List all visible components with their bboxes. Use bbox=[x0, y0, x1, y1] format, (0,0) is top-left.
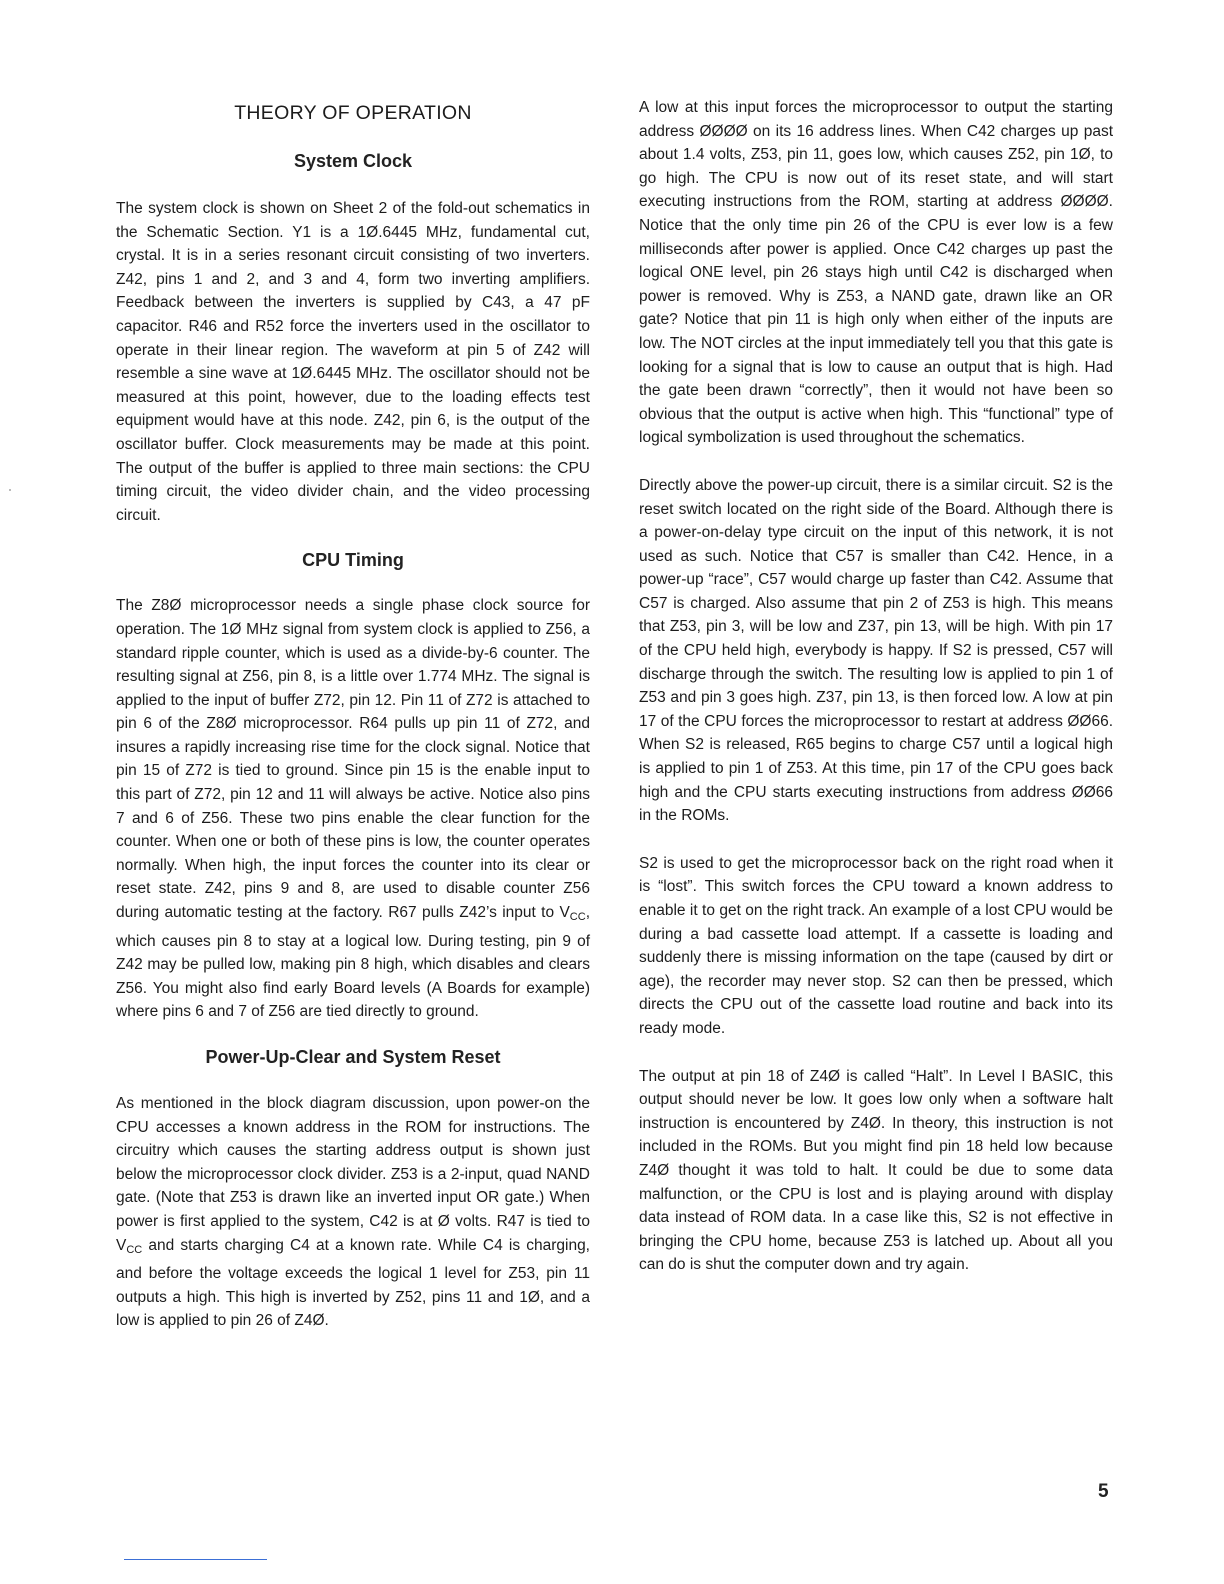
system-clock-paragraph: The system clock is shown on Sheet 2 of the fold-out schematics in the Schematic Section. Y1 is a 1Ø.6445 MHz, fundamental cut, crystal. It is in a series resonant circuit consisting of two inverters. Z42, pins 1 and 2, and 3 and 4, form two inverting amplifiers. Feedback between the inverters is supplied by C43, a 47 pF capacitor. R46 and R52 force the inverters used in the oscillator to operate in their linear region. The waveform at pin 5 of Z42 will resemble a sine wave at 1Ø.6445 MHz. The oscillator should not be measured at this point, however, due to the loading effects test equipment would have at this node. Z42, pin 6, is the output of the oscillator buffer. Clock measurements may be made at this point. The output of the buffer is applied to three main sections: the CPU timing circuit, the video divider chain, and the video processing circuit. bbox=[116, 200, 590, 524]
right-paragraph-halt: The output at pin 18 of Z4Ø is called “Halt”. In Level I BASIC, this output should never be low. It goes low only when a software halt instruction is encountered by Z4Ø. In theory, this instruction is not included in the ROMs. But you might find pin 18 held low because Z4Ø thought it was told to halt. It could be due to some data malfunction, or the CPU is lost and is playing around with display data instead of ROM data. In a case like this, S2 is not effective in bringing the CPU home, because Z53 is latched up. About all you can do is shut the computer down and try again. bbox=[639, 1067, 1113, 1274]
power-up-text-part1: As mentioned in the block diagram discussion, upon power-on the CPU accesses a known address in the ROM for instructions. The circuitry which causes the starting address output is shown just below the microprocessor clock divider. Z53 is a 2-input, quad NAND gate. (Note that Z53 is drawn like an inverted input OR gate.) When power is first applied to the system, C42 is at Ø volts. R47 is tied to bbox=[116, 1095, 590, 1230]
scan-mark bbox=[9, 489, 11, 491]
right-paragraph-lost-cpu: S2 is used to get the microprocessor back on the right road when it is “lost”. This switch forces the CPU toward a known address to enable it to get on the right track. An example of a lost CPU would be during a bad cassette load attempt. If a cassette is loading and suddenly there is missing information on the tape (caused by dirt or age), the recorder may never stop. S2 can then be pressed, which directs the CPU out of the cassette load routine and back into its ready mode. bbox=[639, 854, 1113, 1037]
left-column bbox=[116, 96, 590, 1333]
footer-rule bbox=[124, 1559, 267, 1560]
page-number: 5 bbox=[1098, 1481, 1109, 1502]
section-heading-cpu-timing: CPU Timing bbox=[302, 550, 404, 571]
right-column bbox=[639, 96, 1113, 1277]
vcc-subscript: CC bbox=[126, 1243, 143, 1256]
page-title: THEORY OF OPERATION bbox=[234, 102, 472, 124]
vcc-letter: V bbox=[116, 1236, 127, 1254]
cpu-timing-text-part1: The Z8Ø microprocessor needs a single phase clock source for operation. The 1Ø MHz signal from system clock is applied to Z56, a standard ripple counter, which is used as a divide-by-6 counter. The resulting signal at Z56, pin 8, is a little over 1.774 MHz. The signal is applied to the input of buffer Z72, pin 12. Pin 11 of Z72 is attached to pin 6 of the Z8Ø microprocessor. R64 pulls up pin 11 of Z72, and insures a rapidly increasing rise time for the clock signal. Notice that pin 15 of Z72 is tied to ground. Since pin 15 is the enable input to this part of Z72, pin 12 and 11 will always be active. Notice also pins 7 and 6 of Z56. These two pins enable the clear function for the counter. When one or both of these pins is low, the counter operates normally. When high, the input forces the counter into its clear or reset state. Z42, pins 9 and 8, are used to disable counter Z56 during automatic testing at the factory. R67 pulls Z42’s input to V bbox=[116, 597, 590, 922]
right-paragraph-reset-switch: Directly above the power-up circuit, there is a similar circuit. S2 is the reset switch located on the right side of the Board. Although there is a power-on-delay type circuit on the input of this network, it is not used as such. Notice that C57 is smaller than C42. Hence, in a power-up “race”, C57 would charge up faster than C42. Assume that C57 is charged. Also assume that pin 2 of Z53 is high. This means that Z53, pin 3, will be low and Z37, pin 13, will be high. With pin 17 of the CPU held high, everybody is happy. If S2 is pressed, C57 will discharge through the switch. The resulting low is applied to pin 1 of Z53 and pin 3 goes high. Z37, pin 13, is then forced low. A low at pin 17 of the CPU forces the microprocessor to restart at address ØØ66. When S2 is released, R65 begins to charge C57 until a logical high is applied to pin 1 of Z53. At this time, pin 17 of the CPU goes back high and the CPU starts executing instructions from address ØØ66 in the ROMs. bbox=[639, 476, 1113, 825]
right-paragraph-reset-state: A low at this input forces the microprocessor to output the starting address ØØØØ on its 16 address lines. When C42 charges up past about 1.4 volts, Z53, pin 11, goes low, which causes Z52, pin 1Ø, to go high. The CPU is now out of its reset state, and will start executing instructions from the ROM, starting at address ØØØØ. Notice that the only time pin 26 of the CPU is ever low is a few milliseconds after power is applied. Once C42 charges up past the logical ONE level, pin 26 stays high until C42 is discharged when power is removed. Why is Z53, a NAND gate, drawn like an OR gate? Notice that pin 11 is high only when either of the inputs are low. The NOT circles at the input immediately tell you that this gate is looking for a signal that is low to cause an output that is high. Had the gate been drawn “correctly”, then it would not have been so obvious that the output is active when high. This “functional” type of logical symbolization is used throughout the schematics. bbox=[639, 99, 1113, 447]
section-heading-system-clock: System Clock bbox=[293, 151, 413, 171]
cpu-timing-paragraph bbox=[116, 594, 590, 1024]
power-up-text-part2: and starts charging C4 at a known rate. While C4 is charging, and before the voltage exceeds the logical 1 level for Z53, pin 11 outputs a high. This high is inverted by Z52, pins 11 and 1Ø, and a low is applied to pin 26 of Z4Ø. bbox=[116, 1236, 590, 1330]
vcc-subscript: CC bbox=[569, 911, 586, 924]
power-up-paragraph bbox=[116, 1092, 590, 1333]
section-heading-power-up-clear: Power-Up-Clear and System Reset bbox=[205, 1047, 501, 1067]
cpu-timing-text-part2: , which causes pin 8 to stay at a logical low. During testing, pin 9 of Z42 may be pulled low, making pin 8 high, which disables and clears Z56. You might also find early Board levels (A Boards for example) where pins 6 and 7 of Z56 are tied directly to ground. bbox=[116, 904, 590, 1021]
